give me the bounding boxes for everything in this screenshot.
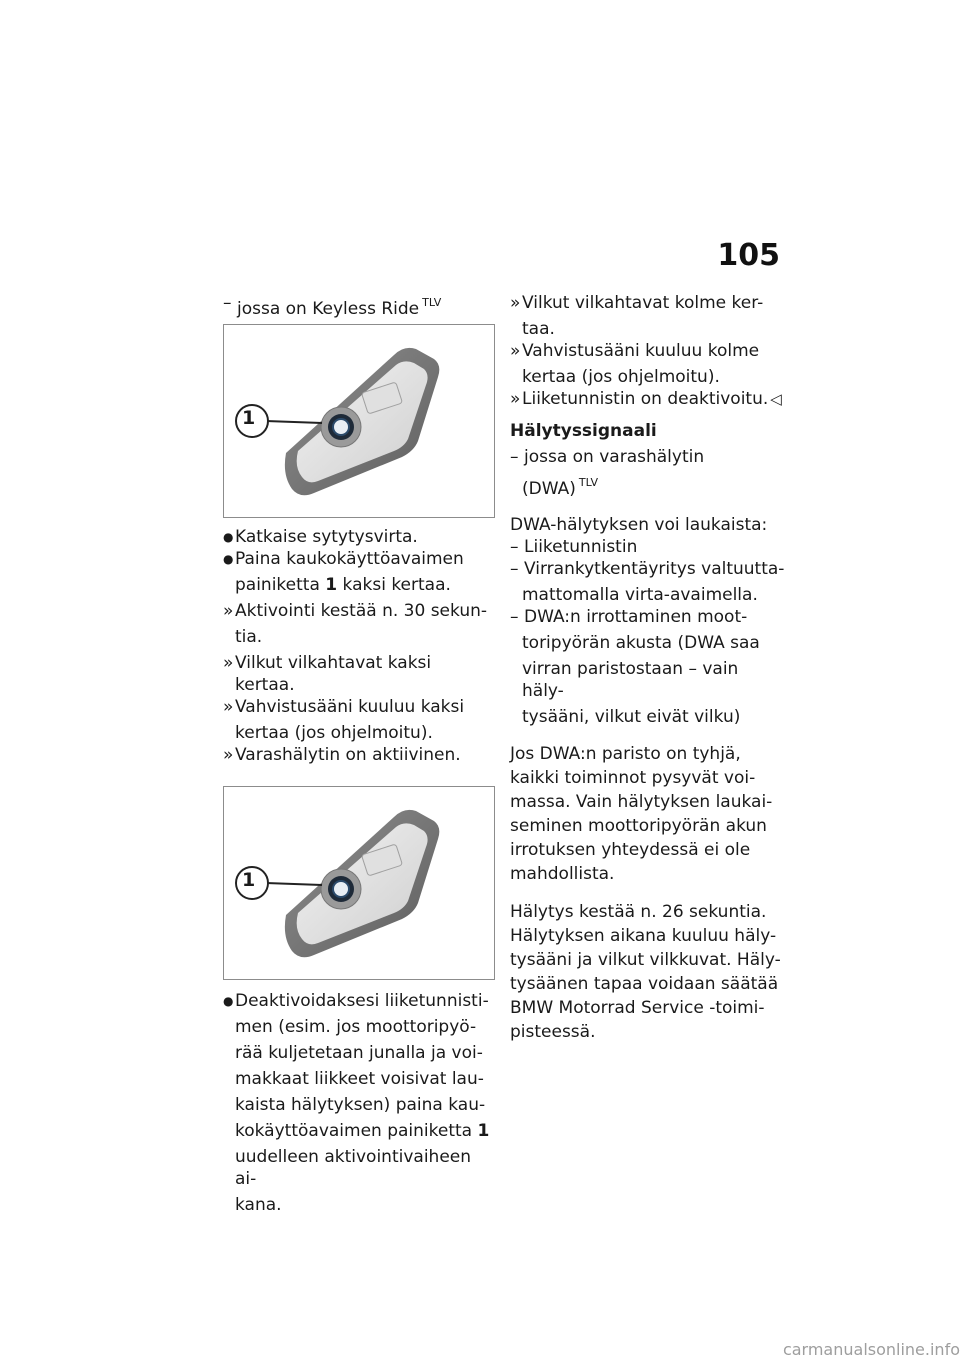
result-arrow-icon: » bbox=[223, 697, 234, 717]
paragraph-line: tysääni ja vilkut vilkkuvat. Häly- bbox=[510, 950, 781, 970]
left-column bbox=[223, 292, 495, 1216]
paragraph-line: tysäänen tapaa voidaan säätää bbox=[510, 974, 779, 994]
trigger-continuation: virran paristostaan – vain häly- bbox=[522, 659, 739, 701]
result-continuation: taa. bbox=[522, 319, 555, 339]
trigger-item: – Liiketunnistin bbox=[510, 536, 785, 558]
result-item bbox=[223, 696, 495, 718]
paragraph-line: Hälytyksen aikana kuuluu häly- bbox=[510, 926, 777, 946]
trigger-item: – DWA:n irrottaminen moot- bbox=[510, 606, 785, 628]
result-arrow-icon: » bbox=[510, 293, 521, 313]
result-text: Varashälytin on aktiivinen. bbox=[235, 745, 461, 765]
trigger-continuation: mattomalla virta-avaimella. bbox=[522, 585, 758, 605]
paragraph-line: pisteessä. bbox=[510, 1022, 596, 1042]
end-of-section-icon: ◁ bbox=[770, 390, 782, 408]
right-column bbox=[510, 292, 785, 1044]
condition-superscript: TLV bbox=[578, 476, 599, 489]
paragraph-line: mahdollista. bbox=[510, 864, 615, 884]
bullet-text: kokäyttöavaimen painiketta bbox=[235, 1121, 478, 1141]
condition-text: jossa on varashälytin bbox=[524, 447, 705, 467]
bullet-item bbox=[223, 548, 495, 570]
callout-ref: 1 bbox=[477, 1121, 490, 1141]
paragraph-line: seminen moottoripyörän akun bbox=[510, 816, 767, 836]
trigger-continuation: toripyörän akusta (DWA saa bbox=[522, 633, 760, 653]
callout-label-1: 1 bbox=[242, 407, 256, 429]
page-number: 105 bbox=[717, 238, 780, 273]
paragraph-line: irrotuksen yhteydessä ei ole bbox=[510, 840, 751, 860]
key-fob-illustration-2 bbox=[224, 787, 494, 979]
bullet-text: Katkaise sytytysvirta. bbox=[235, 527, 418, 547]
bullet-continuation: men (esim. jos moottoripyö- bbox=[235, 1017, 477, 1037]
result-text: Liiketunnistin on deaktivoitu. bbox=[522, 389, 769, 409]
paragraph-alarm-duration bbox=[510, 900, 785, 1044]
trigger-continuation: tysääni, vilkut eivät vilku) bbox=[522, 707, 741, 727]
bullet-continuation: kaista hälytyksen) paina kau- bbox=[235, 1095, 486, 1115]
bullet-item bbox=[223, 526, 495, 548]
callout-label-1: 1 bbox=[242, 869, 256, 891]
key-fob-figure-2 bbox=[223, 786, 495, 980]
paragraph-line: kaikki toiminnot pysyvät voi- bbox=[510, 768, 756, 788]
intro-superscript: TLV bbox=[422, 296, 442, 309]
result-item bbox=[223, 652, 495, 696]
bullet-continuation bbox=[223, 1120, 495, 1142]
result-text: Aktivointi kestää n. 30 sekun- bbox=[235, 601, 488, 621]
bullet-continuation bbox=[223, 574, 495, 596]
result-arrow-icon: » bbox=[223, 653, 234, 673]
paragraph-line: massa. Vain hälytyksen laukai- bbox=[510, 792, 773, 812]
result-continuation: tia. bbox=[235, 627, 263, 647]
watermark-link[interactable]: carmanualsonline.info bbox=[782, 1340, 960, 1359]
bullet-item bbox=[223, 990, 495, 1012]
trigger-item: – Virrankytkentäyritys valtuutta- bbox=[510, 558, 785, 580]
result-arrow-icon: » bbox=[510, 389, 521, 409]
paragraph-line: BMW Motorrad Service -toimi- bbox=[510, 998, 765, 1018]
condition-item bbox=[510, 446, 785, 468]
paragraph-line: Hälytys kestää n. 26 sekuntia. bbox=[510, 902, 767, 922]
bullet-text: painiketta bbox=[235, 575, 326, 595]
result-arrow-icon: » bbox=[223, 745, 234, 765]
key-fob-figure-1 bbox=[223, 324, 495, 518]
intro-text: jossa on Keyless Ride bbox=[237, 299, 420, 319]
result-item bbox=[510, 388, 785, 410]
result-item bbox=[510, 292, 785, 314]
result-text: Vahvistusääni kuuluu kolme bbox=[522, 341, 760, 361]
result-arrow-icon: » bbox=[510, 341, 521, 361]
bullet-text: kaksi kertaa. bbox=[337, 575, 451, 595]
paragraph-line: Jos DWA:n paristo on tyhjä, bbox=[510, 744, 741, 764]
condition-text: (DWA) bbox=[522, 479, 576, 499]
bullet-icon: ● bbox=[223, 552, 234, 566]
section-heading: Hälytyssignaali bbox=[510, 421, 657, 441]
trigger-intro: DWA-hälytyksen voi laukaista: bbox=[510, 515, 768, 535]
bullet-continuation: kana. bbox=[235, 1195, 282, 1215]
paragraph-battery bbox=[510, 742, 785, 886]
result-text: Vilkut vilkahtavat kolme ker- bbox=[522, 293, 764, 313]
result-continuation: kertaa (jos ohjelmoitu). bbox=[522, 367, 720, 387]
bullet-icon: ● bbox=[223, 530, 234, 544]
bullet-text: Deaktivoidaksesi liiketunnisti- bbox=[235, 991, 489, 1011]
result-arrow-icon: » bbox=[223, 601, 234, 621]
result-continuation: kertaa (jos ohjelmoitu). bbox=[235, 723, 433, 743]
key-fob-illustration-1 bbox=[224, 325, 494, 517]
callout-ref: 1 bbox=[325, 575, 338, 595]
condition-continuation bbox=[510, 472, 785, 500]
intro-condition bbox=[223, 292, 495, 320]
bullet-continuation: uudelleen aktivointivaiheen ai- bbox=[235, 1147, 472, 1189]
bullet-continuation: makkaat liikkeet voisivat lau- bbox=[235, 1069, 484, 1089]
bullet-icon: ● bbox=[223, 994, 234, 1008]
result-text: Vahvistusääni kuuluu kaksi bbox=[235, 697, 465, 717]
bullet-text: Paina kaukokäyttöavaimen bbox=[235, 549, 464, 569]
result-item bbox=[510, 340, 785, 362]
bullet-continuation: rää kuljetetaan junalla ja voi- bbox=[235, 1043, 483, 1063]
result-item bbox=[223, 744, 495, 766]
result-item bbox=[223, 600, 495, 622]
result-text: Vilkut vilkahtavat kaksi kertaa. bbox=[235, 653, 432, 695]
